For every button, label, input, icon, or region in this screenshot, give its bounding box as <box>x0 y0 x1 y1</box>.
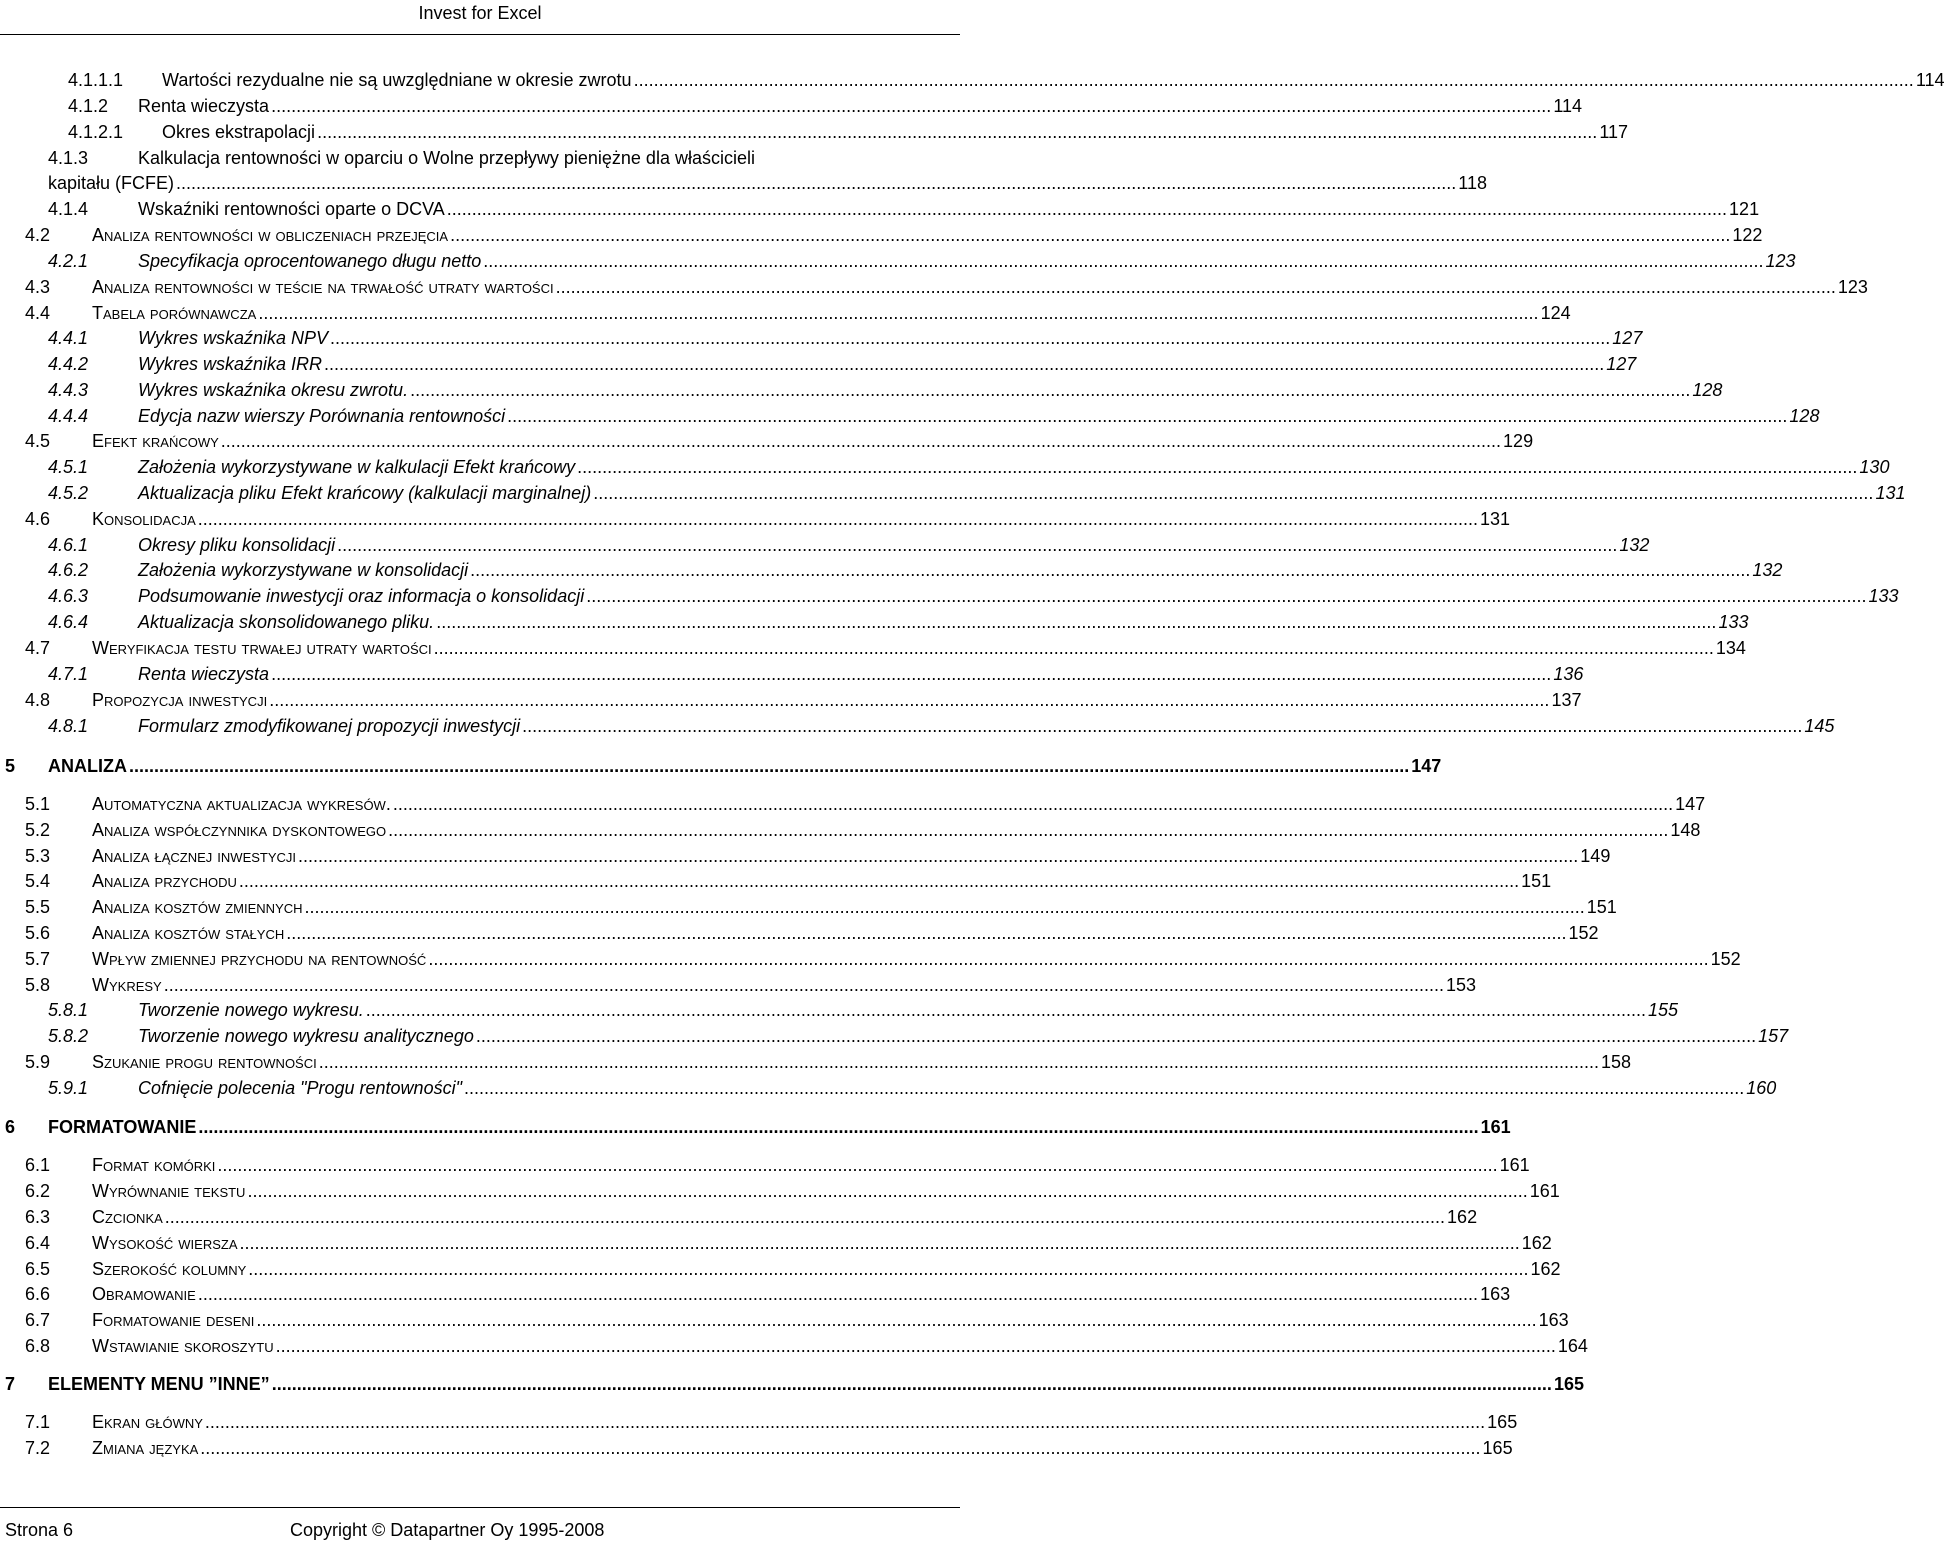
toc-entry-title: Obramowanie <box>92 1284 196 1304</box>
toc-entry-page: 147 <box>1411 756 1442 776</box>
toc-entry-page: 165 <box>1482 1438 1513 1458</box>
toc-entry-number: 4.1.2 <box>68 96 109 116</box>
toc-entry-title: Formatowanie deseni <box>92 1310 255 1330</box>
toc-entry-title: Wyrównanie tekstu <box>92 1181 246 1201</box>
toc-entry-number: 6.4 <box>25 1233 51 1253</box>
toc-entry-page: 130 <box>1859 457 1890 477</box>
toc-entry-page: 114 <box>1553 96 1583 116</box>
toc-leader-dots <box>556 275 1836 299</box>
footer-rule <box>0 1507 960 1508</box>
toc-entry-number: 5.2 <box>25 820 51 840</box>
toc-entry-number: 5.8 <box>25 975 51 995</box>
toc-entry[interactable] <box>0 249 1796 273</box>
toc-entry-title: Analiza rentowności w teście na trwałość utraty wartości <box>92 277 554 297</box>
toc-entry-number: 5 <box>5 756 16 776</box>
toc-leader-dots <box>256 1308 1536 1332</box>
toc-leader-dots <box>286 921 1566 945</box>
toc-entry-title: Aktualizacja skonsolidowanego pliku. <box>138 612 435 632</box>
toc-entry[interactable] <box>0 973 1477 997</box>
toc-entry-title: ANALIZA <box>48 756 127 776</box>
toc-leader-dots <box>317 120 1597 144</box>
toc-entry-number: 4.4.1 <box>48 328 89 348</box>
toc-entry-number: 6.3 <box>25 1207 51 1227</box>
toc-entry-number: 4.4.4 <box>48 406 89 426</box>
toc-entry-title: Analiza kosztów zmiennych <box>92 897 303 917</box>
toc-entry[interactable] <box>0 223 1763 247</box>
toc-entry-page: 121 <box>1729 199 1760 219</box>
toc-entry[interactable] <box>0 94 1583 118</box>
toc-entry-page: 127 <box>1612 328 1643 348</box>
toc-entry[interactable] <box>0 1024 1789 1048</box>
toc-leader-dots <box>272 1372 1552 1396</box>
toc-entry-page: 118 <box>1458 173 1487 193</box>
toc-leader-dots <box>258 301 1538 325</box>
toc-entry-number: 4.6.1 <box>48 535 89 555</box>
toc-entry-number: 7.1 <box>25 1412 51 1432</box>
toc-entry-title: Tabela porównawcza <box>92 303 257 323</box>
toc-entry-title: Analiza łącznej inwestycji <box>92 846 297 866</box>
toc-entry[interactable] <box>0 688 1582 712</box>
toc-entry-title: Okres ekstrapolacji <box>162 122 316 142</box>
toc-entry-number: 4.6.3 <box>48 586 89 606</box>
toc-entry-title: Tworzenie nowego wykresu analitycznego <box>138 1026 474 1046</box>
toc-leader-dots <box>217 1153 1497 1177</box>
toc-entry[interactable] <box>0 895 1617 919</box>
toc-entry-page: 132 <box>1619 535 1650 555</box>
toc-entry[interactable] <box>0 197 1760 221</box>
toc-entry[interactable] <box>0 558 1783 582</box>
toc-entry-number: 5.9 <box>25 1052 51 1072</box>
toc-leader-dots <box>221 429 1501 453</box>
page-header: Invest for Excel <box>418 3 542 23</box>
toc-entry-page: 160 <box>1746 1078 1777 1098</box>
toc-entry[interactable] <box>0 1372 1584 1396</box>
toc-leader-dots <box>247 1179 1527 1203</box>
toc-entry-page: 157 <box>1758 1026 1789 1046</box>
toc-leader-dots <box>305 895 1585 919</box>
toc-entry-number: 4.4 <box>25 303 51 323</box>
toc-leader-dots <box>176 171 1456 195</box>
toc-leader-dots <box>271 662 1551 686</box>
toc-entry-title: Edycja nazw wierszy Porównania rentowności <box>138 406 506 426</box>
toc-entry-title: Ekran główny <box>92 1412 203 1432</box>
toc-entry-title: Wstawianie skoroszytu <box>92 1336 274 1356</box>
toc-entry-page: 155 <box>1648 1000 1679 1020</box>
toc-entry[interactable] <box>0 1308 1569 1332</box>
toc-entry-page: 152 <box>1568 923 1599 943</box>
toc-entry-page: 114 <box>1915 70 1945 90</box>
toc-entry[interactable] <box>0 818 1701 842</box>
toc-entry-title: Wskaźniki rentowności oparte o DCVA <box>138 199 445 219</box>
toc-leader-dots <box>129 754 1409 778</box>
toc-entry-number: 4.8.1 <box>48 716 89 736</box>
toc-leader-dots <box>248 1257 1528 1281</box>
toc-entry-title: Założenia wykorzystywane w konsolidacji <box>138 560 469 580</box>
toc-entry-page: 145 <box>1804 716 1835 736</box>
toc-entry[interactable] <box>0 326 1643 350</box>
toc-entry[interactable] <box>0 1231 1552 1255</box>
toc-entry-number: 4.6.4 <box>48 612 89 632</box>
toc-entry-title: Propozycja inwestycji <box>92 690 268 710</box>
toc-entry-page: 131 <box>1875 483 1906 503</box>
toc-entry-page: 149 <box>1580 846 1611 866</box>
toc-entry-number: 6.1 <box>25 1155 51 1175</box>
toc-entry[interactable] <box>0 792 1706 816</box>
toc-entry-title: Format komórki <box>92 1155 216 1175</box>
toc-entry-title: Okresy pliku konsolidacji <box>138 535 336 555</box>
toc-entry[interactable] <box>0 844 1611 868</box>
toc-entry-title: Renta wieczysta <box>138 664 270 684</box>
toc-entry-title: Analiza współczynnika dyskontowego <box>92 820 387 840</box>
toc-entry-page: 161 <box>1529 1181 1560 1201</box>
toc-entry-page: 161 <box>1480 1117 1511 1137</box>
toc-entry-title: Zmiana języka <box>92 1438 199 1458</box>
toc-entry-number: 6.6 <box>25 1284 51 1304</box>
toc-entry-page: 153 <box>1445 975 1477 995</box>
toc-entry-title: Weryfikacja testu trwałej utraty wartości <box>92 638 432 658</box>
toc-entry-title: Analiza rentowności w obliczeniach przejęcia <box>92 225 449 245</box>
toc-entry-number: 4.1.2.1 <box>68 122 124 142</box>
toc-leader-dots <box>319 1050 1599 1074</box>
toc-entry-page: 148 <box>1670 820 1701 840</box>
toc-entry-number: 7 <box>5 1374 16 1394</box>
toc-leader-dots <box>507 404 1787 428</box>
toc-entry-number: 4.1.4 <box>48 199 89 219</box>
toc-entry-number: 5.4 <box>25 871 51 891</box>
toc-entry-number: 4.2.1 <box>48 251 89 271</box>
toc-entry[interactable] <box>0 404 1820 428</box>
toc-entry[interactable] <box>0 754 1442 778</box>
toc-entry-page: 128 <box>1789 406 1820 426</box>
toc-leader-dots <box>410 378 1690 402</box>
toc-entry[interactable] <box>0 998 1679 1022</box>
toc-entry-title: Szukanie progu rentowności <box>92 1052 317 1072</box>
footer-copyright: Copyright © Datapartner Oy 1995-2008 <box>290 1520 605 1540</box>
toc-entry-number: 4.8 <box>25 690 51 710</box>
toc-entry[interactable] <box>0 146 958 170</box>
toc-entry[interactable] <box>0 1334 1588 1358</box>
toc-entry-title: Aktualizacja pliku Efekt krańcowy (kalkulacji marginalnej) <box>138 483 592 503</box>
toc-entry[interactable] <box>0 455 1890 479</box>
toc-entry-number: 4.3 <box>25 277 51 297</box>
toc-entry-page: 162 <box>1530 1259 1561 1279</box>
toc-leader-dots <box>198 1282 1478 1306</box>
toc-entry-title: Formularz zmodyfikowanej propozycji inwestycji <box>138 716 521 736</box>
toc-entry-number: 5.7 <box>25 949 51 969</box>
toc-leader-dots <box>428 947 1708 971</box>
toc-entry[interactable] <box>0 1205 1478 1229</box>
toc-entry-title: Wysokość wiersza <box>92 1233 238 1253</box>
toc-leader-dots <box>393 792 1673 816</box>
toc-leader-dots <box>198 507 1478 531</box>
toc-entry-page: 152 <box>1710 949 1741 969</box>
toc-entry-number: 4.4.3 <box>48 380 89 400</box>
toc-entry-title: Konsolidacja <box>92 509 196 529</box>
toc-entry-title: Automatyczna aktualizacja wykresów. <box>92 794 391 814</box>
toc-leader-dots <box>434 636 1714 660</box>
toc-entry-title: Wykresy <box>92 975 162 995</box>
toc-entry-title: FORMATOWANIE <box>48 1117 197 1137</box>
toc-entry-page: 163 <box>1538 1310 1569 1330</box>
toc-entry[interactable] <box>0 921 1599 945</box>
toc-leader-dots <box>240 1231 1520 1255</box>
toc-entry[interactable] <box>0 869 1552 893</box>
toc-entry-title: ELEMENTY MENU ”INNE” <box>48 1374 270 1394</box>
toc-entry-number: 4.2 <box>25 225 51 245</box>
toc-leader-dots <box>593 481 1873 505</box>
toc-entry-page: 127 <box>1606 354 1637 374</box>
toc-leader-dots <box>366 998 1646 1022</box>
toc-leader-dots <box>586 584 1866 608</box>
toc-entry-number: 5.1 <box>25 794 51 814</box>
toc-leader-dots <box>634 68 1914 92</box>
toc-leader-dots <box>464 1076 1744 1100</box>
toc-entry-title: Wykres wskaźnika NPV <box>138 328 329 348</box>
toc-entry-number: 4.5.1 <box>48 457 89 477</box>
toc-leader-dots <box>522 714 1802 738</box>
toc-leader-dots <box>271 94 1551 118</box>
toc-entry-title: Wykres wskaźnika IRR <box>138 354 323 374</box>
toc-entry[interactable] <box>0 662 1584 686</box>
toc-leader-dots <box>447 197 1727 221</box>
toc-entry-page: 134 <box>1715 638 1746 658</box>
toc-entry-number: 5.6 <box>25 923 51 943</box>
toc-entry[interactable] <box>0 1282 1511 1306</box>
toc-entry-title: Podsumowanie inwestycji oraz informacja o konsolidacji <box>138 586 585 606</box>
toc-entry-title: Założenia wykorzystywane w kalkulacji Efekt krańcowy <box>138 457 576 477</box>
toc-leader-dots <box>165 1205 1445 1229</box>
toc-entry-page: 158 <box>1600 1052 1632 1072</box>
toc-entry-number: 4.6.2 <box>48 560 89 580</box>
toc-entry-page: 151 <box>1586 897 1617 917</box>
toc-entry-page: 129 <box>1503 431 1534 451</box>
toc-entry-title: kapitału (FCFE) <box>48 173 175 193</box>
toc-entry-page: 132 <box>1752 560 1783 580</box>
toc-leader-dots <box>205 1410 1485 1434</box>
toc-entry-page: 122 <box>1732 225 1763 245</box>
toc-entry-page: 147 <box>1675 794 1706 814</box>
toc-entry[interactable] <box>0 429 1534 453</box>
toc-entry-number: 5.8.1 <box>48 1000 89 1020</box>
toc-entry-number: 4.7.1 <box>48 664 89 684</box>
toc-entry-number: 7.2 <box>25 1438 51 1458</box>
toc-entry[interactable] <box>0 584 1899 608</box>
toc-leader-dots <box>450 223 1730 247</box>
toc-entry-title: Specyfikacja oprocentowanego długu netto <box>138 251 482 271</box>
toc-entry-page: 165 <box>1553 1374 1584 1394</box>
toc-leader-dots <box>276 1334 1556 1358</box>
toc-entry-page: 123 <box>1765 251 1796 271</box>
toc-leader-dots <box>483 249 1763 273</box>
toc-entry[interactable] <box>0 610 1749 634</box>
toc-leader-dots <box>269 688 1549 712</box>
toc-leader-dots <box>200 1436 1480 1460</box>
toc-entry-page: 161 <box>1499 1155 1530 1175</box>
toc-entry-number: 5.5 <box>25 897 51 917</box>
toc-entry[interactable] <box>0 301 1571 325</box>
toc-leader-dots <box>436 610 1716 634</box>
toc-leader-dots <box>337 533 1617 557</box>
toc-entry-number: 6.8 <box>25 1336 51 1356</box>
toc-entry-page: 137 <box>1551 690 1582 710</box>
toc-entry[interactable] <box>0 1153 1530 1177</box>
toc-entry-number: 4.1.1.1 <box>68 70 124 90</box>
toc-entry[interactable] <box>0 352 1637 376</box>
toc-entry-number: 4.4.2 <box>48 354 89 374</box>
toc-entry-number: 6.5 <box>25 1259 51 1279</box>
toc-entry-title: Tworzenie nowego wykresu. <box>138 1000 364 1020</box>
toc-leader-dots <box>470 558 1750 582</box>
toc-entry-title: Renta wieczysta <box>138 96 270 116</box>
toc-entry-title: Wykres wskaźnika okresu zwrotu. <box>138 380 409 400</box>
toc-entry-title: Czcionka <box>92 1207 163 1227</box>
toc-entry[interactable] <box>0 481 1906 505</box>
toc-entry-number: 4.7 <box>25 638 51 658</box>
footer-page-label: Strona 6 <box>5 1520 74 1540</box>
toc-entry-number: 4.1.3 <box>48 148 89 168</box>
toc-entry[interactable] <box>0 275 1868 299</box>
toc-entry[interactable] <box>0 120 1629 144</box>
toc-entry-title: Analiza przychodu <box>92 871 237 891</box>
toc-entry[interactable] <box>0 1179 1560 1203</box>
toc-entry-page: 124 <box>1540 303 1571 323</box>
toc-entry[interactable] <box>0 533 1650 557</box>
toc-entry[interactable] <box>0 1410 1518 1434</box>
toc-entry-number: 6.2 <box>25 1181 51 1201</box>
toc-entry-page: 162 <box>1521 1233 1552 1253</box>
toc-entry-title: Wpływ zmiennej przychodu na rentowność <box>92 949 427 969</box>
toc-leader-dots <box>388 818 1668 842</box>
toc-entry-number: 5.8.2 <box>48 1026 89 1046</box>
toc-entry-title: Szerokość kolumny <box>92 1259 247 1279</box>
toc-entry-page: 117 <box>1599 122 1629 142</box>
toc-entry[interactable] <box>0 378 1723 402</box>
toc-leader-dots <box>476 1024 1756 1048</box>
toc-entry[interactable] <box>0 947 1741 971</box>
toc-leader-dots <box>324 352 1604 376</box>
toc-leader-dots <box>330 326 1610 350</box>
toc-entry-page: 163 <box>1480 1284 1511 1304</box>
toc-entry-title: Analiza kosztów stałych <box>92 923 285 943</box>
toc-entry-page: 136 <box>1553 664 1584 684</box>
toc-entry[interactable] <box>0 714 1835 738</box>
header-rule <box>0 34 960 35</box>
toc-entry[interactable] <box>0 1436 1513 1460</box>
toc-leader-dots <box>239 869 1519 893</box>
toc-entry[interactable] <box>0 507 1511 531</box>
toc-leader-dots <box>298 844 1578 868</box>
toc-entry-number: 4.6 <box>25 509 51 529</box>
toc-entry[interactable] <box>0 1050 1632 1074</box>
toc-entry[interactable] <box>0 1257 1561 1281</box>
toc-entry-number: 6.7 <box>25 1310 51 1330</box>
toc-entry-number: 5.3 <box>25 846 51 866</box>
toc-entry-number: 4.5 <box>25 431 51 451</box>
toc-entry-title: Kalkulacja rentowności w oparciu o Wolne przepływy pieniężne dla właścicieli <box>138 148 755 168</box>
toc-entry-page: 131 <box>1480 509 1511 529</box>
toc-entry-page: 164 <box>1557 1336 1588 1356</box>
toc-entry-number: 4.5.2 <box>48 483 89 503</box>
toc-entry-title: Cofnięcie polecenia "Progu rentowności" <box>138 1078 462 1098</box>
toc-leader-dots <box>164 973 1444 997</box>
toc-entry-page: 165 <box>1487 1412 1518 1432</box>
toc-entry-page: 162 <box>1447 1207 1478 1227</box>
toc-entry-page: 133 <box>1718 612 1749 632</box>
toc-entry-page: 123 <box>1837 277 1868 297</box>
toc-entry-page: 151 <box>1521 871 1552 891</box>
toc-entry-title: Efekt krańcowy <box>92 431 219 451</box>
toc-leader-dots <box>198 1115 1478 1139</box>
toc-entry-page: 128 <box>1692 380 1723 400</box>
toc-entry-title: Wartości rezydualne nie są uwzględniane w okresie zwrotu <box>162 70 632 90</box>
toc-entry[interactable] <box>0 1076 1777 1100</box>
toc-leader-dots <box>577 455 1857 479</box>
toc-entry-number: 5.9.1 <box>48 1078 89 1098</box>
toc-entry[interactable] <box>0 68 1945 92</box>
toc-entry[interactable] <box>0 636 1746 660</box>
toc-entry[interactable] <box>0 1115 1511 1139</box>
toc-entry-number: 6 <box>5 1117 16 1137</box>
toc-entry-page: 133 <box>1868 586 1899 606</box>
toc-entry[interactable] <box>0 171 1487 195</box>
